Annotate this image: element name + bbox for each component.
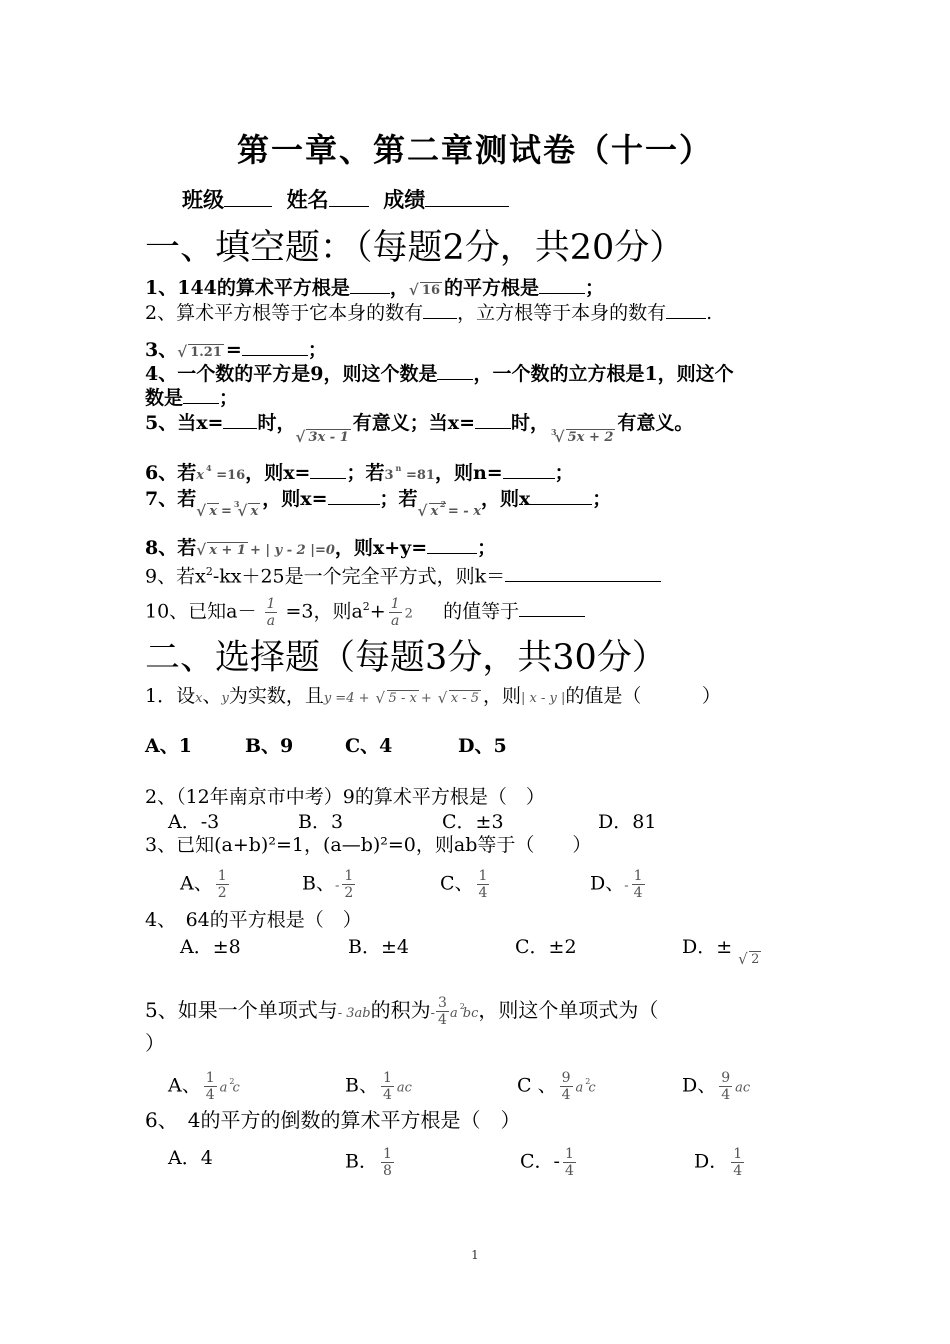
choice-q2-opt-c[interactable]: C．±3 [442,811,504,833]
class-blank[interactable] [224,188,272,207]
fill-q1: 1、144的算术平方根是 ，√ 16 的平方根是 ； [145,275,604,303]
choice-q4-opt-b[interactable]: B．±4 [348,936,409,958]
score-blank[interactable] [425,188,509,207]
choice-q5: 5、如果一个单项式与- 3ab的积为- $\frac{3}{4}$ a $^2$bc，则这个单项式为（ [145,995,659,1028]
sqrt-expr: √ x + 1 [196,539,248,563]
fill-q6: 6、若x $^4$ =16，则x= ；若3 $^n$ =81，则n= ； [145,462,574,484]
answer-blank[interactable] [503,460,555,479]
choice-q1-opt-d[interactable]: D、5 [458,735,507,757]
choice-q2: 2、（12年南京市中考）9的算术平方根是（ ） [145,786,545,808]
fill-q2: 2、算术平方根等于它本身的数有 ，立方根等于本身的数有 . [145,302,713,324]
choice-q5-opt-b[interactable]: B、 $\frac{1}{4}$ ac [345,1070,412,1103]
choice-q5-opt-c[interactable]: C 、 $\frac{9}{4}$ a $^2$c [517,1070,596,1103]
choice-q4-opt-d[interactable]: D．±√ 2 [682,935,763,962]
choice-q4-opt-c[interactable]: C．±2 [515,936,577,958]
answer-blank[interactable] [183,385,219,404]
fill-q9: 9、若$x^2-kx+25$是一个完全平方式，则k＝ [145,560,661,588]
fill-q4: 4、一个数的平方是9，则这个数是 ，一个数的立方根是1，则这个 [145,363,734,385]
fraction: $\frac{1}{2}$ [217,868,227,901]
fraction: $\frac{1}{2}$ [344,868,354,901]
answer-blank[interactable] [328,486,380,505]
answer-blank[interactable] [427,535,477,554]
answer-blank[interactable] [530,486,592,505]
class-label: 班级 [182,187,224,212]
choice-q6-opt-a[interactable]: A．4 [168,1147,213,1169]
section2-heading: 二、选择题（每题3分，共30分） [145,638,667,678]
choice-q6-opt-b[interactable]: B． $\frac{1}{8}$ [345,1146,392,1179]
choice-q3: 3、已知(a+b)²=1，(a—b)²=0，则ab等于（ ） [145,834,592,856]
cbrt-expr: √ 5x + 2 [555,426,616,450]
fraction: $\frac{1}{a}$ [390,595,400,629]
choice-q2-opt-a[interactable]: A．-3 [168,811,220,833]
answer-blank[interactable] [505,563,661,582]
fraction: $\frac{9}{4}$ [721,1070,731,1103]
answer-blank[interactable] [223,410,257,429]
name-blank[interactable] [329,188,369,207]
fraction: $\frac{1}{4}$ [478,868,488,901]
fraction: $\frac{9}{4}$ [561,1070,571,1103]
answer-blank[interactable] [475,410,511,429]
answer-blank[interactable] [423,300,457,319]
fraction: $\frac{1}{4}$ [633,868,643,901]
sqrt-expr: √ 2 [738,948,761,972]
cbrt-expr: √ x [237,500,260,524]
choice-q6-opt-c[interactable]: C．- $\frac{1}{4}$ [520,1146,574,1179]
answer-blank[interactable] [350,275,390,294]
name-label: 姓名 [286,187,329,212]
sqrt-expr: √ 5 - x [376,687,419,711]
fill-q3: 3、√ 1.21 = ； [145,337,327,365]
choice-q5-opt-a[interactable]: A、 $\frac{1}{4}$ a $^2$c [168,1070,240,1103]
choice-q4: 4、 64的平方根是（ ） [145,909,362,931]
answer-blank[interactable] [242,337,308,356]
answer-blank[interactable] [437,361,473,380]
fill-q10: 10、已知a－ $\frac{1}{a}$ =3，则$a^2+$ $\frac{1}{a}$ 2 的值等于 [145,595,585,629]
choice-q2-opt-d[interactable]: D．81 [598,811,657,833]
fraction: $\frac{1}{4}$ [733,1146,743,1179]
fill-q7: 7、若√ x $_=$ 3√ x，则x= ；若√ x $^2$ $_{= - x}$，则x ； [145,486,611,514]
choice-q6: 6、 4的平方的倒数的算术平方根是（ ） [145,1108,521,1132]
sqrt-expr: √ x [196,500,219,524]
choice-q6-opt-d[interactable]: D． $\frac{1}{4}$ [694,1146,743,1179]
answer-blank[interactable] [539,275,585,294]
fraction: $\frac{3}{4}$ [438,995,447,1028]
fraction: $\frac{1}{4}$ [382,1070,392,1103]
choice-q4-opt-a[interactable]: A．±8 [180,936,241,958]
sqrt-expr: √ 3x - 1 [295,426,350,450]
page-number: 1 [471,1248,479,1262]
answer-blank[interactable] [519,598,585,617]
fill-q4-cont: 数是 ； [145,387,239,409]
score-label: 成绩 [383,187,426,212]
fraction: $\frac{1}{8}$ [382,1146,392,1179]
page-title: 第一章、第二章测试卷（十一） [236,131,713,169]
choice-q3-opt-a[interactable]: A、 $\frac{1}{2}$ [180,868,227,901]
sqrt-expr: √ 1.21 [177,341,224,365]
section1-heading: 一、填空题：（每题2分，共20分） [145,228,685,268]
fraction: $\frac{1}{a}$ [266,595,276,629]
sqrt-expr: √ 16 [409,279,442,303]
fraction: $\frac{1}{4}$ [205,1070,215,1103]
answer-blank[interactable] [666,300,706,319]
choice-q5-cont: ） [145,1031,165,1055]
choice-q3-opt-c[interactable]: C、 $\frac{1}{4}$ [440,868,488,901]
choice-q5-opt-d[interactable]: D、 $\frac{9}{4}$ ac [682,1070,751,1103]
fraction: $\frac{1}{4}$ [564,1146,574,1179]
choice-q1-opt-a[interactable]: A、1 [145,735,192,757]
sqrt-expr: √ x $^2$ [418,500,446,524]
sqrt-expr: √ x - 5 [438,687,481,711]
choice-q1-opt-c[interactable]: C、4 [345,735,393,757]
choice-q1: 1．设x、y为实数，且y =4 + √ 5 - x + √ x - 5 ，则| x - y |的值是（ ） [145,684,721,711]
choice-q3-opt-b[interactable]: B、- $\frac{1}{2}$ [302,868,354,901]
answer-blank[interactable] [310,460,346,479]
header-fields [182,186,509,214]
choice-q3-opt-d[interactable]: D、- $\frac{1}{4}$ [590,868,643,901]
fill-q5: 5、当x= 时，√ 3x - 1有意义；当x= 时， $_3$√ 5x + 2有意义。 [145,410,693,438]
fill-q8: 8、若√ x + 1 + | y - 2 |=0，则x+y= ； [145,535,496,563]
choice-q2-opt-b[interactable]: B．3 [298,811,344,833]
choice-q1-opt-b[interactable]: B、9 [245,735,294,757]
